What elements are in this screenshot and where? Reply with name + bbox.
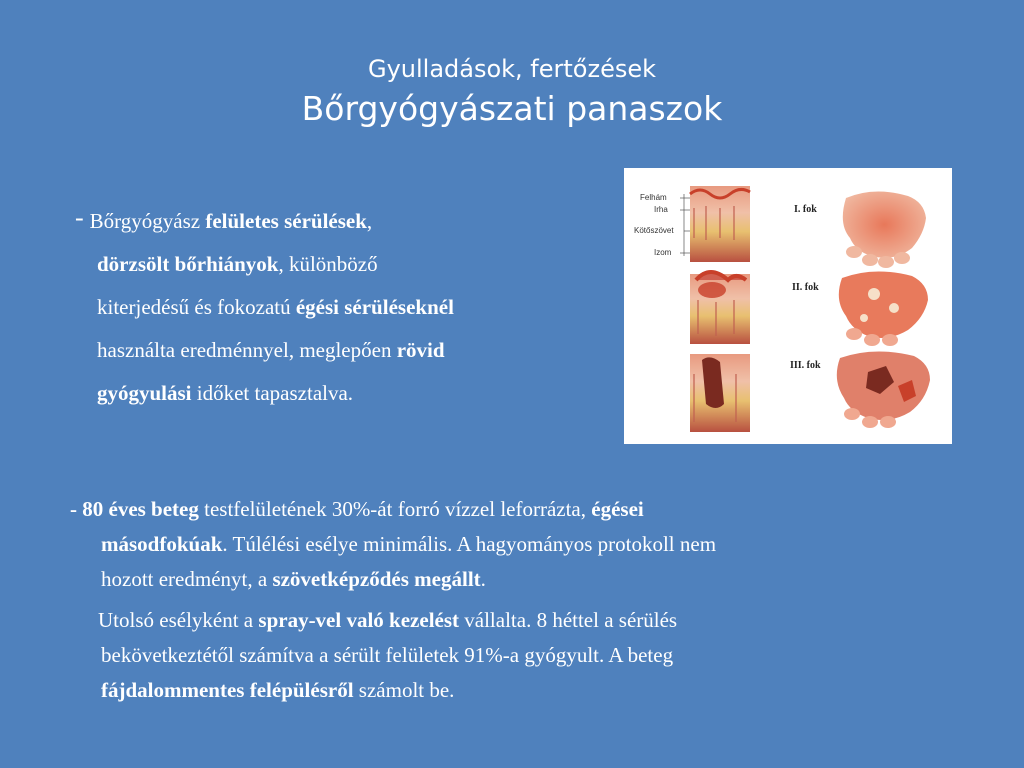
para1-bold: égési sérüléseknél — [295, 295, 454, 319]
skin-section-degree-2 — [690, 272, 750, 344]
para2-text: testfelületének 30%-át forró vízzel leforrázta, — [198, 497, 592, 521]
para2-text: . — [480, 567, 486, 591]
layer-label-irha: Irha — [654, 205, 668, 214]
para2-bold: égései — [591, 497, 644, 521]
paragraph-2 — [70, 492, 960, 597]
para2-bold: szövetképződés megállt — [272, 567, 481, 591]
para3-text: bekövetkeztétől számítva a sérült felületek 91%-a gyógyult. A beteg — [101, 643, 674, 667]
layer-label-kotoszovet: Kötőszövet — [634, 226, 674, 235]
title-line-2: Bőrgyógyászati panaszok — [301, 89, 723, 128]
slide-title — [0, 52, 1024, 132]
para3-bold: spray-vel való kezelést — [258, 608, 460, 632]
layer-labels — [634, 193, 674, 257]
para2-bold: másodfokúak — [101, 532, 223, 556]
para3-line-1 — [70, 603, 960, 638]
layer-label-izom: Izom — [654, 248, 672, 257]
para2-text: hozott eredményt, a — [101, 567, 273, 591]
degree-label-3: III. fok — [790, 360, 821, 371]
para3-line-3 — [70, 673, 960, 708]
para3-bold: fájdalommentes felépülésről — [101, 678, 354, 702]
para1-text: kiterjedésű és fokozatú — [97, 295, 296, 319]
degree-label-1: I. fok — [794, 204, 817, 215]
para3-line-2 — [70, 638, 960, 673]
paragraph-3 — [70, 603, 960, 708]
para1-line-5 — [75, 372, 595, 415]
para3-text: vállalta. 8 héttel a sérülés — [459, 608, 678, 632]
hand-degree-2 — [839, 271, 928, 346]
hand-degree-1 — [843, 191, 926, 268]
para1-line-4 — [75, 329, 595, 372]
skin-section-degree-1 — [690, 186, 750, 262]
burn-illustration-svg — [624, 168, 952, 444]
para2-line-3 — [70, 562, 960, 597]
skin-section-degree-3 — [690, 354, 750, 432]
para1-bold: felületes sérülések — [205, 209, 367, 233]
paragraph-1 — [75, 196, 595, 415]
para1-line-1 — [75, 196, 595, 243]
para3-text: számolt be. — [353, 678, 455, 702]
para1-line-3 — [75, 286, 595, 329]
para1-text: , — [366, 209, 373, 233]
para1-text: Bőrgyógyász — [89, 209, 206, 233]
para2-line-2 — [70, 527, 960, 562]
para1-bold: rövid — [396, 338, 445, 362]
degree-label-2: II. fok — [792, 282, 819, 293]
para1-bold: dörzsölt bőrhiányok — [97, 252, 279, 276]
label-leaders — [680, 194, 690, 256]
degree-labels — [790, 204, 821, 371]
para1-text: időket tapasztalva. — [191, 381, 354, 405]
burn-degrees-illustration — [624, 168, 952, 444]
para1-bold: gyógyulási — [97, 381, 192, 405]
layer-label-felham: Felhám — [640, 193, 667, 202]
para2-line-1 — [70, 492, 960, 527]
para2-text: . Túlélési esélye minimális. A hagyományos protokoll nem — [222, 532, 717, 556]
para1-text: használta eredménnyel, meglepően — [97, 338, 397, 362]
para3-text: Utolsó esélyként a — [98, 608, 259, 632]
para2-bold: - 80 éves beteg — [70, 497, 199, 521]
para1-text: , különböző — [278, 252, 378, 276]
hand-degree-3 — [837, 351, 930, 428]
title-line-1: Gyulladások, fertőzések — [367, 55, 657, 83]
bullet-dash: - — [75, 203, 84, 232]
para1-line-2 — [75, 243, 595, 286]
